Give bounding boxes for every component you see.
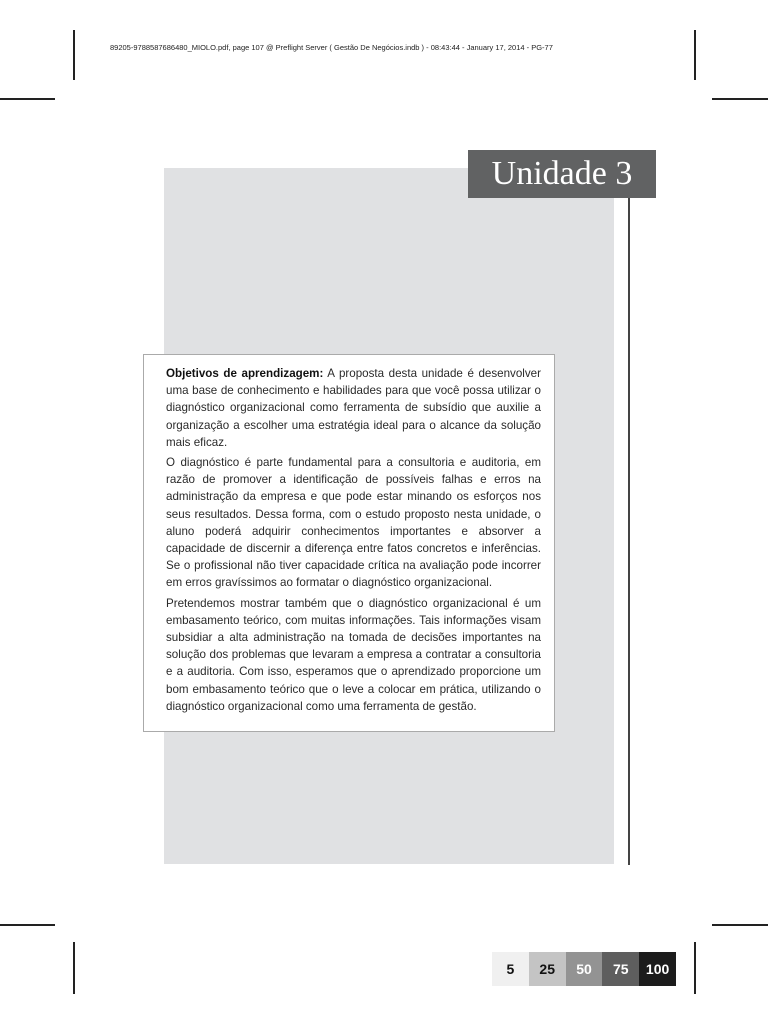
tone-scale-segment-25: 25 xyxy=(529,952,566,986)
objectives-text-1: A proposta desta unidade é desenvolver uma base de conhecimento e habilidades para que você possa utilizar o diagnóstico organizacional como ferramenta de subsídio que auxilie a organização a escolher uma estratégia ideal para o alcance da solução mais eficaz. xyxy=(166,367,541,449)
crop-mark-bottom-right xyxy=(694,942,696,994)
tone-scale-bar xyxy=(492,952,676,986)
preflight-header: 89205-9788587686480_MIOLO.pdf, page 107 @ Preflight Server ( Gestão De Negócios.indb ) - 08:43:44 - January 17, 2014 - PG-77 xyxy=(110,43,553,52)
crop-mark-right-lower xyxy=(712,924,768,926)
objectives-paragraph-2: O diagnóstico é parte fundamental para a consultoria e auditoria, em razão de promover a identificação de possíveis falhas e erros na administração da empresa e que pode estar minando os esforços nos seus resultados. Dessa forma, com o estudo proposto nesta unidade, o aluno poderá adquirir conhecimentos importantes e absorver a capacidade de discernir a diferença entre fatos concretos e inferências. Se o profissional não tiver capacidade crítica na avaliação pode incorrer em erros gravíssimos ao formatar o diagnóstico organizacional. xyxy=(166,456,541,590)
crop-mark-left-upper xyxy=(0,98,55,100)
objectives-paragraph-3: Pretendemos mostrar também que o diagnóstico organizacional é um embasamento teórico, com muitas informações. Tais informações visam subsidiar a alta administração na tomada de decisões importantes na solução dos problemas que levaram a empresa a contratar a consultoria e a auditoria. Com isso, esperamos que o aprendizado proporcione um bom embasamento teórico que o leve a colocar em prática, utilizando o diagnóstico organizacional como uma ferramenta de gestão. xyxy=(166,596,541,713)
tone-scale-segment-5: 5 xyxy=(492,952,529,986)
crop-mark-right-upper xyxy=(712,98,768,100)
crop-mark-top-right xyxy=(694,30,696,80)
tone-scale-segment-100: 100 xyxy=(639,952,676,986)
crop-mark-left-lower xyxy=(0,924,55,926)
crop-mark-top-left xyxy=(73,30,75,80)
vertical-rule xyxy=(628,198,630,865)
crop-mark-bottom-left xyxy=(73,942,75,994)
objectives-lead: Objetivos de aprendizagem: xyxy=(166,367,324,380)
tone-scale-segment-50: 50 xyxy=(566,952,603,986)
tone-scale-segment-75: 75 xyxy=(602,952,639,986)
objectives-paragraph-1 xyxy=(166,365,541,451)
unit-title: Unidade 3 xyxy=(468,150,656,198)
objectives-box xyxy=(143,354,555,732)
